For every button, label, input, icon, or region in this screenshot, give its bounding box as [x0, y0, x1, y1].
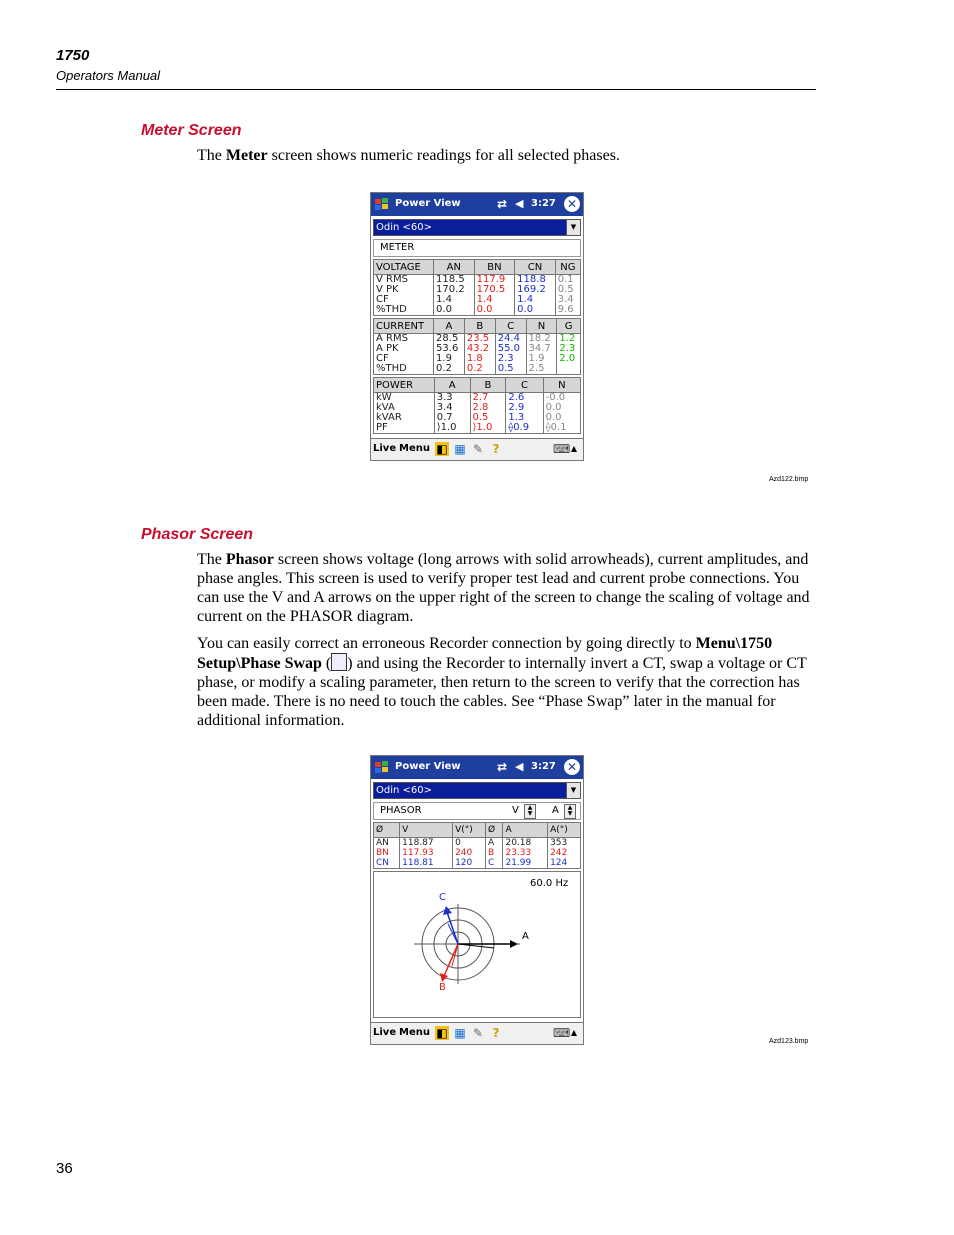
row-label: %THD	[374, 305, 434, 316]
pda-menu-bar	[371, 1022, 583, 1044]
phasor-label-b: B	[439, 982, 446, 993]
device-dropdown[interactable]	[373, 219, 581, 236]
value-cell: 0.0	[434, 305, 475, 316]
value-cell: 242	[548, 848, 581, 858]
col-header: C	[495, 319, 526, 334]
phase-label: B	[485, 848, 503, 858]
chevron-up-icon[interactable]: ▲	[570, 1028, 578, 1037]
col-header: A	[503, 823, 548, 838]
col-header: B	[464, 319, 495, 334]
value-cell: 9.6	[555, 305, 580, 316]
col-header: CN	[515, 260, 556, 275]
value-cell: 3.3	[434, 393, 470, 404]
phasor-screenshot	[370, 755, 584, 1045]
page-number: 36	[56, 1160, 73, 1177]
value-cell: 1.4	[474, 295, 515, 305]
phasor-section-title: Phasor Screen	[141, 526, 254, 543]
value-cell: 170.5	[474, 285, 515, 295]
table-row	[374, 848, 581, 858]
row-label: kW	[374, 393, 435, 404]
col-header: POWER	[374, 378, 435, 393]
pda-title-bar	[371, 193, 583, 216]
live-menu[interactable]: Live	[373, 443, 397, 454]
value-cell: 0.0	[543, 403, 580, 413]
table-row	[374, 423, 581, 434]
value-cell: 3.4	[555, 295, 580, 305]
value-cell: 117.93	[400, 848, 453, 858]
phase-swap-icon	[331, 653, 347, 671]
row-label: V RMS	[374, 275, 434, 286]
value-cell: 1.3	[506, 413, 543, 423]
device-dropdown-value: Odin <60>	[374, 220, 567, 235]
row-label: %THD	[374, 364, 434, 375]
windows-start-icon[interactable]	[374, 197, 390, 213]
app-title: Power View	[395, 198, 461, 209]
power-table	[373, 377, 581, 434]
current-table	[373, 318, 581, 375]
value-cell: 117.9	[474, 275, 515, 286]
col-header: CURRENT	[374, 319, 434, 334]
phasor-figure-caption: Azd123.bmp	[769, 1038, 809, 1045]
value-cell: 0.2	[464, 364, 495, 375]
chevron-down-icon[interactable]: ▼	[566, 783, 580, 798]
col-header: V	[400, 823, 453, 838]
setup-tab-icon[interactable]: ✎	[472, 442, 484, 456]
phasor-description-2: You can easily correct an erroneous Recorder connection by going directly to Menu\1750 Setup\Phase Swap ( ) and using the Recorder to internally invert a CT, swap a voltage or CT phase, or modify a scaling parameter, then return to the screen to verify that the correction has been made. There is no need to touch the cables. See “Phase Swap” later in the manual for additional information.	[197, 635, 807, 729]
value-cell: 124	[548, 858, 581, 869]
table-row	[374, 305, 581, 316]
value-cell: ⟠0.1	[543, 423, 580, 434]
sync-icon[interactable]: ⇄	[497, 760, 508, 774]
value-cell: 28.5	[434, 334, 465, 345]
keyboard-icon[interactable]: ⌨	[553, 1026, 571, 1040]
value-cell: 2.7	[470, 393, 506, 404]
clock[interactable]: 3:27	[531, 198, 556, 209]
value-cell: 21.99	[503, 858, 548, 869]
meter-tab-icon[interactable]: ◧	[436, 1026, 448, 1040]
device-dropdown[interactable]	[373, 782, 581, 799]
value-cell: 1.9	[526, 354, 557, 364]
value-cell: 23.5	[464, 334, 495, 345]
value-cell: 18.2	[526, 334, 557, 345]
current-scale-spinner[interactable]: ▲ ▼	[564, 804, 576, 819]
col-header: A	[434, 319, 465, 334]
col-header: NG	[555, 260, 580, 275]
row-label: CF	[374, 295, 434, 305]
value-cell: 1.2	[557, 334, 581, 345]
value-cell: ⟩1.0	[434, 423, 470, 434]
windows-start-icon[interactable]	[374, 760, 390, 776]
current-arrow-c	[448, 924, 458, 944]
chevron-down-icon[interactable]: ▼	[566, 220, 580, 235]
voltage-scale-spinner[interactable]: ▲ ▼	[524, 804, 536, 819]
value-cell: 170.2	[434, 285, 475, 295]
col-header: A(°)	[548, 823, 581, 838]
pda-title-bar	[371, 756, 583, 779]
value-cell: 118.87	[400, 838, 453, 849]
help-icon[interactable]: ?	[492, 442, 500, 456]
value-cell: 0.1	[555, 275, 580, 286]
row-label: kVA	[374, 403, 435, 413]
value-cell: 24.4	[495, 334, 526, 345]
phasor-label-a: A	[522, 931, 529, 942]
value-cell	[557, 364, 581, 375]
value-cell: 34.7	[526, 344, 557, 354]
value-cell: 53.6	[434, 344, 465, 354]
value-cell: 20.18	[503, 838, 548, 849]
close-icon[interactable]: ✕	[564, 759, 580, 775]
col-header: N	[543, 378, 580, 393]
value-cell: 2.3	[495, 354, 526, 364]
col-header: Ø	[374, 823, 400, 838]
value-cell: -0.0	[543, 393, 580, 404]
value-cell: 353	[548, 838, 581, 849]
value-cell: 1.4	[434, 295, 475, 305]
value-cell: 55.0	[495, 344, 526, 354]
screen-label: PHASOR V ▲ ▼ A ▲ ▼	[373, 802, 581, 820]
col-header: VOLTAGE	[374, 260, 434, 275]
value-cell: 118.8	[515, 275, 556, 286]
row-label: A PK	[374, 344, 434, 354]
menu-menu[interactable]: Menu	[399, 1027, 430, 1038]
value-cell: 0.2	[434, 364, 465, 375]
value-cell: 0.0	[543, 413, 580, 423]
phasor-table	[373, 822, 581, 869]
phasor-label-c: C	[439, 892, 446, 903]
phase-label: BN	[374, 848, 400, 858]
setup-tab-icon[interactable]: ✎	[472, 1026, 484, 1040]
col-header: A	[434, 378, 470, 393]
value-cell: 120	[453, 858, 486, 869]
value-cell: 2.0	[557, 354, 581, 364]
phase-label: AN	[374, 838, 400, 849]
manual-model: 1750	[56, 47, 90, 64]
col-header: B	[470, 378, 506, 393]
value-cell: 0	[453, 838, 486, 849]
value-cell: 118.5	[434, 275, 475, 286]
help-icon[interactable]: ?	[492, 1026, 500, 1040]
phasor-diagram-panel	[373, 871, 581, 1018]
value-cell: ⟩1.0	[470, 423, 506, 434]
current-scale-label: A	[552, 805, 559, 816]
value-cell: 1.8	[464, 354, 495, 364]
value-cell: 2.6	[506, 393, 543, 404]
voltage-table	[373, 259, 581, 316]
sync-icon[interactable]: ⇄	[497, 197, 508, 211]
value-cell: 0.5	[470, 413, 506, 423]
row-label: PF	[374, 423, 435, 434]
voltage-scale-label: V	[512, 805, 519, 816]
value-cell: 0.5	[555, 285, 580, 295]
value-cell: 1.9	[434, 354, 465, 364]
speaker-icon[interactable]: ◀	[515, 197, 524, 210]
col-header: BN	[474, 260, 515, 275]
screen-label: METER	[373, 239, 581, 257]
meter-section-title: Meter Screen	[141, 122, 242, 139]
value-cell: ⟠0.9	[506, 423, 543, 434]
chart-tab-icon[interactable]: ▦	[454, 442, 466, 456]
value-cell: 169.2	[515, 285, 556, 295]
value-cell: 2.9	[506, 403, 543, 413]
voltage-arrow-a	[458, 940, 518, 948]
col-header: AN	[434, 260, 475, 275]
row-label: CF	[374, 354, 434, 364]
chevron-up-icon[interactable]: ▲	[570, 444, 578, 453]
col-header: G	[557, 319, 581, 334]
row-label: kVAR	[374, 413, 435, 423]
value-cell: 43.2	[464, 344, 495, 354]
chart-tab-icon[interactable]: ▦	[454, 1026, 466, 1040]
value-cell: 2.3	[557, 344, 581, 354]
table-row	[374, 364, 581, 375]
keyboard-icon[interactable]: ⌨	[553, 442, 571, 456]
value-cell: 2.5	[526, 364, 557, 375]
value-cell: 0.0	[515, 305, 556, 316]
menu-menu[interactable]: Menu	[399, 443, 430, 454]
value-cell: 0.7	[434, 413, 470, 423]
meter-tab-icon[interactable]: ◧	[436, 442, 448, 456]
live-menu[interactable]: Live	[373, 1027, 397, 1038]
pda-menu-bar	[371, 438, 583, 460]
table-row	[374, 858, 581, 869]
value-cell: 23.33	[503, 848, 548, 858]
value-cell: 118.81	[400, 858, 453, 869]
device-dropdown-value: Odin <60>	[374, 783, 567, 798]
value-cell: 3.4	[434, 403, 470, 413]
phase-label: C	[485, 858, 503, 869]
col-header: Ø	[485, 823, 503, 838]
app-title: Power View	[395, 761, 461, 772]
phase-label: CN	[374, 858, 400, 869]
phase-label: A	[485, 838, 503, 849]
meter-screenshot	[370, 192, 584, 461]
value-cell: 1.4	[515, 295, 556, 305]
col-header: C	[506, 378, 543, 393]
value-cell: 2.8	[470, 403, 506, 413]
meter-figure-caption: Azd122.bmp	[769, 476, 809, 483]
row-label: V PK	[374, 285, 434, 295]
clock[interactable]: 3:27	[531, 761, 556, 772]
phasor-diagram	[374, 872, 580, 1017]
meter-description: The Meter screen shows numeric readings for all selected phases.	[197, 147, 620, 164]
col-header: V(°)	[453, 823, 486, 838]
header-divider	[56, 89, 816, 90]
phasor-description-1: The Phasor screen shows voltage (long arrows with solid arrowheads), current amplitudes, and phase angles. This screen is used to verify proper test lead and current probe connections. You can use the V and A arrows on the upper right of the screen to change the scaling of voltage and current on the PHASOR diagram.	[197, 551, 810, 625]
value-cell: 0.5	[495, 364, 526, 375]
row-label: A RMS	[374, 334, 434, 345]
value-cell: 0.0	[474, 305, 515, 316]
value-cell: 240	[453, 848, 486, 858]
voltage-arrow-c	[443, 906, 458, 944]
table-row	[374, 838, 581, 849]
close-icon[interactable]: ✕	[564, 196, 580, 212]
col-header: N	[526, 319, 557, 334]
speaker-icon[interactable]: ◀	[515, 760, 524, 773]
manual-subtitle: Operators Manual	[56, 68, 161, 83]
frequency-readout: 60.0 Hz	[530, 878, 569, 889]
